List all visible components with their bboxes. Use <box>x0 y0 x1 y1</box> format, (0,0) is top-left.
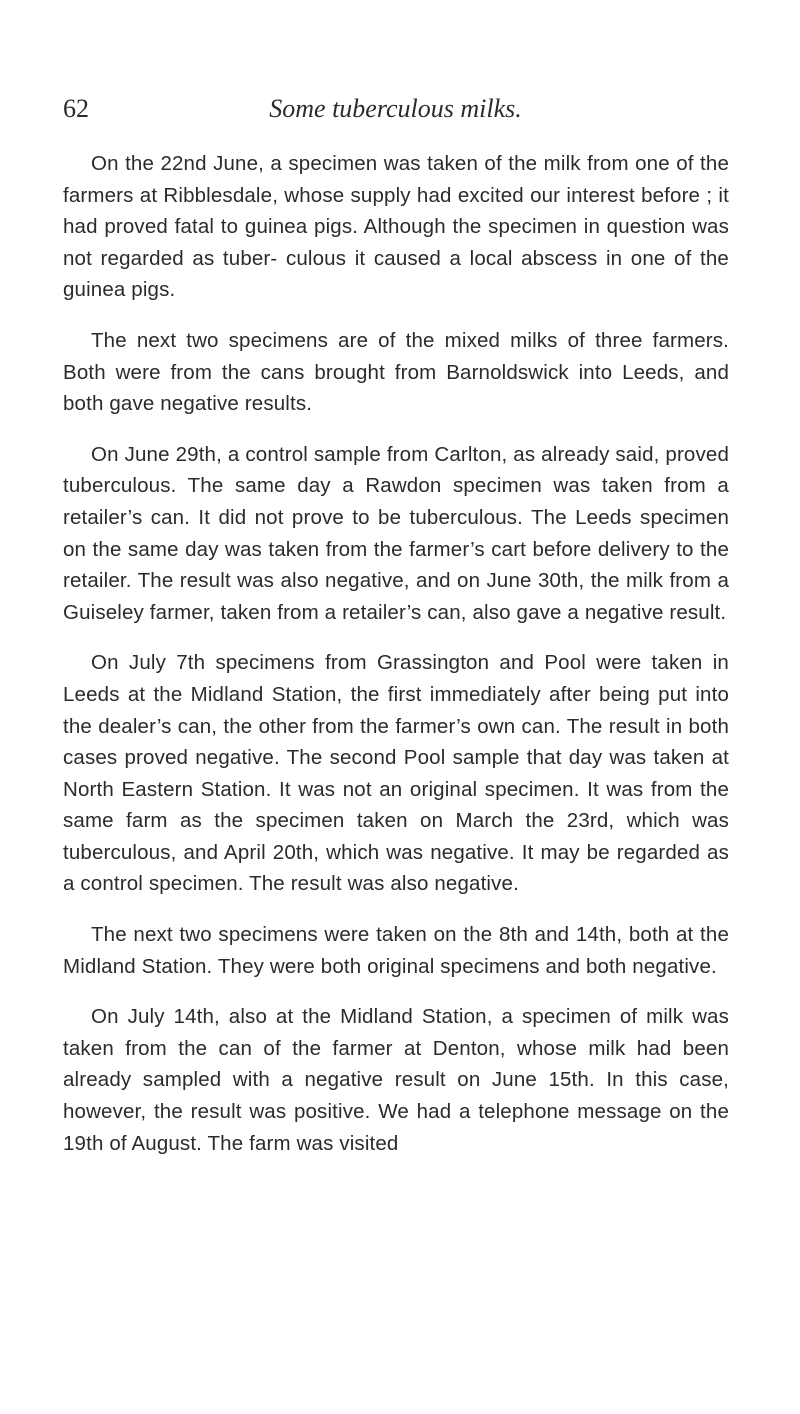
paragraph-barnoldswick: The next two specimens are of the mixed milks of three farmers. Both were from the cans brought from Barnoldswick into Leeds, and both gave negative results. <box>63 328 729 416</box>
body-text <box>63 148 729 1159</box>
paragraph-july-14: On July 14th, also at the Midland Station, a specimen of milk was taken from the can of the farmer at Denton, whose milk had been already sampled with a negative result on June 15th. In this case, however, the result was positive. We had a telephone message on the 19th of August. The farm was visited <box>63 1005 729 1155</box>
paragraph-midland-station: The next two specimens were taken on the 8th and 14th, both at the Midland Station. They were both original specimens and both negative. <box>63 923 729 978</box>
running-title: Some tuberculous milks. <box>269 94 522 123</box>
page-number: 62 <box>63 94 89 123</box>
paragraph-july-7: On July 7th specimens from Grassington and Pool were taken in Leeds at the Midland Station, the first immediately after being put into the dealer’s can, the other from the farmer’s own can. The result in both cases proved negative. The second Pool sample that day was taken at North Eastern Station. It was not an original specimen. It was from the same farm as the specimen taken on March the 23rd, which was tuberculous, and April 20th, which was negative. It may be regarded as a control specimen. The result was also negative. <box>63 651 729 896</box>
paragraph-june-29: On June 29th, a control sample from Carlton, as already said, proved tuberculous. The same day a Rawdon specimen was taken from a retailer’s can. It did not prove to be tuberculous. The Leeds specimen on the same day was taken from the farmer’s cart before delivery to the retailer. The result was also negative, and on June 30th, the milk from a Guiseley farmer, taken from a retailer’s can, also gave a negative result. <box>63 442 729 624</box>
paragraph-ribblesdale: On the 22nd June, a specimen was taken of the milk from one of the farmers at Ribblesdale, whose supply had excited our interest before ; it had proved fatal to guinea pigs. Although the specimen in question was not regarded as tuber- culous it caused a local abscess in one of the guinea pigs. <box>63 152 729 302</box>
running-head <box>63 92 728 126</box>
